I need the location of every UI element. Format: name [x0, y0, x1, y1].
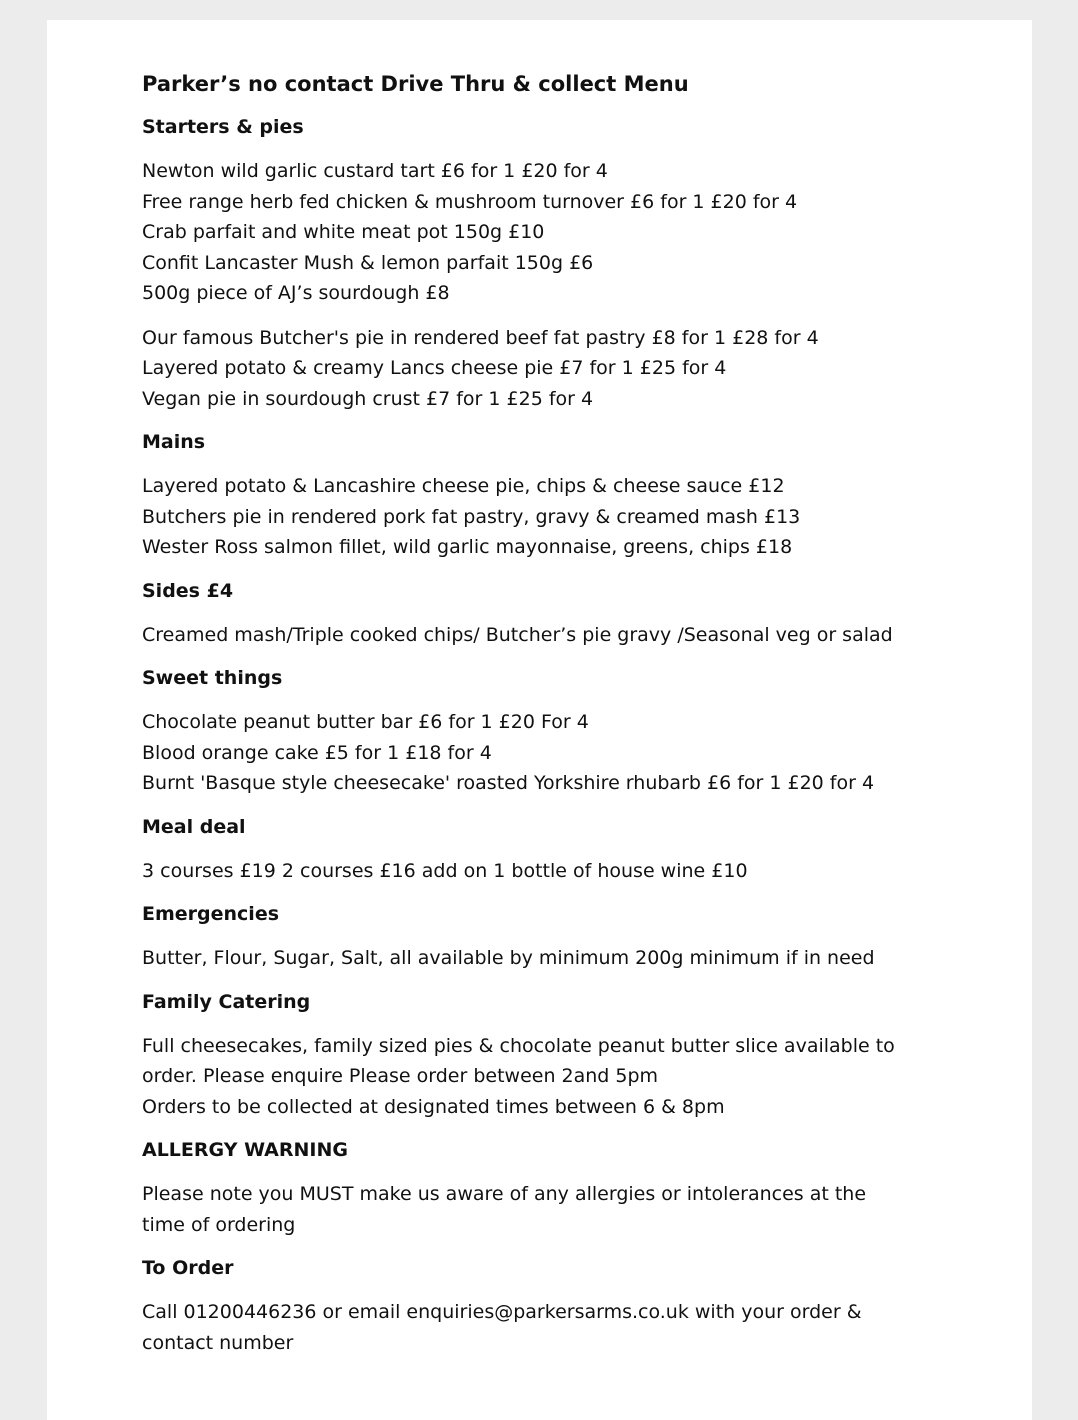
menu-paragraph	[142, 471, 992, 563]
menu-line: Crab parfait and white meat pot 150g £10	[142, 221, 545, 243]
menu-paragraph	[142, 1297, 992, 1358]
page-title: Parker’s no contact Drive Thru & collect Menu	[142, 72, 689, 96]
section-heading-family-catering: Family Catering	[142, 990, 311, 1013]
menu-line: time of ordering	[142, 1213, 296, 1236]
section-heading-starters-pies: Starters & pies	[142, 116, 304, 138]
section-heading-sides-4: Sides £4	[142, 579, 234, 602]
section-heading-allergy-warning: ALLERGY WARNING	[142, 1139, 348, 1161]
menu-line: 500g piece of AJ’s sourdough £8	[142, 282, 450, 304]
menu-line: Vegan pie in sourdough crust £7 for 1 £25 for 4	[142, 387, 594, 410]
menu-line: Full cheesecakes, family sized pies & chocolate peanut butter slice available to	[142, 1034, 895, 1057]
menu-paragraph	[142, 620, 992, 651]
menu-line: Confit Lancaster Mush & lemon parfait 150g £6	[142, 251, 594, 274]
menu-paragraph	[142, 323, 992, 415]
menu-line: contact number	[142, 1331, 294, 1354]
menu-paragraph	[142, 1031, 992, 1123]
menu-content	[142, 69, 992, 1372]
section-heading-meal-deal: Meal deal	[142, 815, 246, 838]
menu-line: Wester Ross salmon fillet, wild garlic mayonnaise, greens, chips £18	[142, 536, 793, 558]
section-heading-mains: Mains	[142, 431, 206, 453]
menu-line: Newton wild garlic custard tart £6 for 1 £20 for 4	[142, 160, 608, 182]
menu-paragraph	[142, 1179, 992, 1240]
menu-line: Layered potato & creamy Lancs cheese pie £7 for 1 £25 for 4	[142, 357, 727, 379]
section-heading-to-order: To Order	[142, 1257, 234, 1279]
menu-line: order. Please enquire Please order between 2and 5pm	[142, 1065, 659, 1087]
menu-line: Burnt 'Basque style cheesecake' roasted Yorkshire rhubarb £6 for 1 £20 for 4	[142, 772, 875, 794]
menu-paragraph	[142, 943, 992, 974]
section-heading-emergencies: Emergencies	[142, 903, 280, 925]
section-heading-sweet-things: Sweet things	[142, 667, 283, 689]
menu-line: Layered potato & Lancashire cheese pie, chips & cheese sauce £12	[142, 475, 785, 497]
menu-line: Please note you MUST make us aware of any allergies or intolerances at the	[142, 1183, 867, 1205]
menu-paragraph	[142, 707, 992, 799]
menu-line: Butter, Flour, Sugar, Salt, all available by minimum 200g minimum if in need	[142, 947, 875, 969]
menu-paragraph	[142, 856, 992, 887]
menu-line: 3 courses £19 2 courses £16 add on 1 bottle of house wine £10	[142, 859, 748, 882]
menu-line: Blood orange cake £5 for 1 £18 for 4	[142, 741, 492, 764]
menu-line: Chocolate peanut butter bar £6 for 1 £20 For 4	[142, 711, 589, 733]
menu-paragraph	[142, 156, 992, 309]
menu-line: Creamed mash/Triple cooked chips/ Butcher’s pie gravy /Seasonal veg or salad	[142, 623, 893, 646]
document-page	[47, 20, 1032, 1420]
menu-line: Free range herb fed chicken & mushroom turnover £6 for 1 £20 for 4	[142, 190, 798, 213]
menu-line: Our famous Butcher's pie in rendered beef fat pastry £8 for 1 £28 for 4	[142, 326, 819, 349]
menu-line: Orders to be collected at designated times between 6 & 8pm	[142, 1095, 725, 1118]
menu-line: Butchers pie in rendered pork fat pastry, gravy & creamed mash £13	[142, 505, 801, 528]
menu-line: Call 01200446236 or email enquiries@parkersarms.co.uk with your order &	[142, 1301, 862, 1323]
